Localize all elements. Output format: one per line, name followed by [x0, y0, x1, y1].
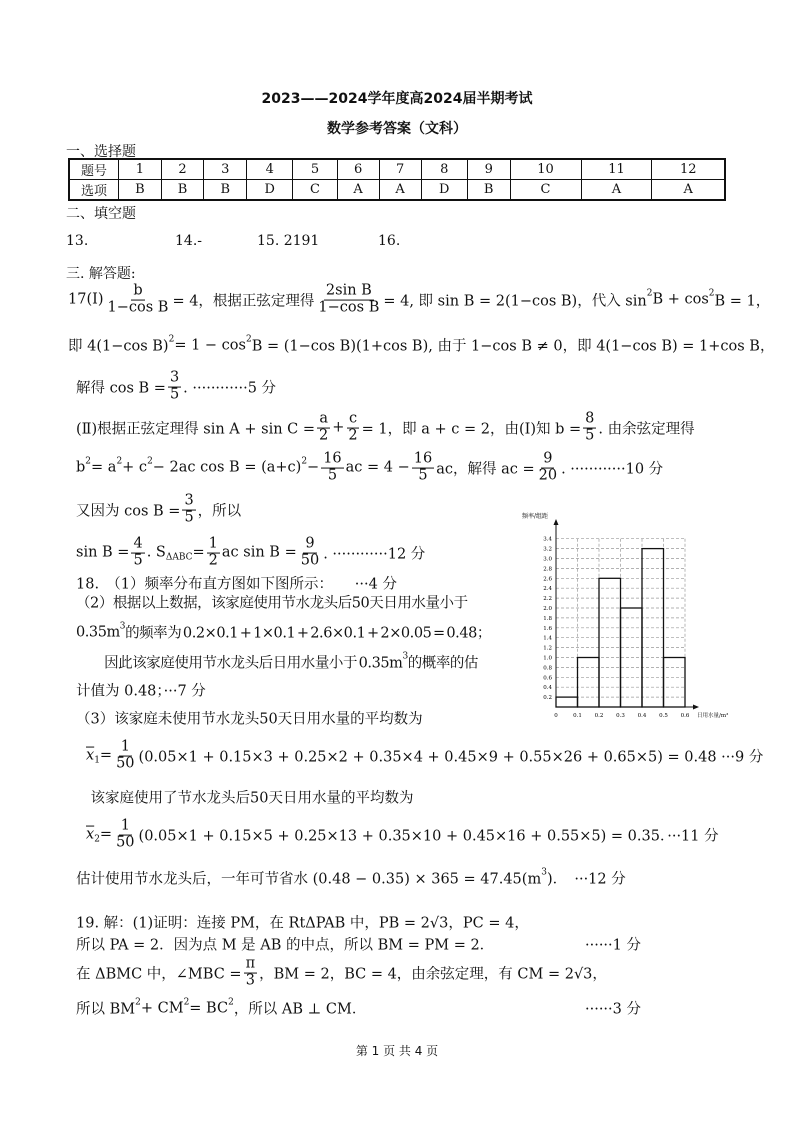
text: )． ···12 分	[546, 871, 626, 888]
solution-line	[76, 592, 468, 613]
superscript: 2	[135, 997, 141, 1007]
solution-line	[76, 868, 626, 889]
y-tick-label: 0.2	[543, 695, 552, 702]
row-label: 选项	[69, 180, 119, 201]
text: − 2ac cos B = (a+c)	[152, 460, 302, 476]
table-row	[69, 159, 725, 180]
frequency-histogram	[520, 510, 750, 725]
section-solution-heading: 三. 解答题:	[66, 266, 136, 282]
answer-choice: B	[467, 180, 510, 201]
numerator: 4	[133, 535, 143, 552]
fraction	[182, 494, 195, 527]
y-tick-label: 2.0	[543, 606, 552, 612]
fraction	[583, 412, 596, 445]
text: +	[332, 420, 345, 436]
numerator: 8	[585, 410, 595, 427]
subscript: 2	[94, 835, 100, 845]
solution-line	[76, 957, 607, 990]
histogram-bar	[556, 697, 578, 707]
y-axis-arrow-icon	[554, 519, 559, 525]
text: ，BM = 2，BC = 4，由余弦定理，有 CM = 2√3，	[259, 966, 607, 983]
text: （3）该家庭未使用节水龙头50天日用水量的平均数为	[76, 711, 423, 728]
superscript: 3	[402, 651, 408, 661]
y-tick-label: 1.0	[543, 655, 552, 662]
fraction	[346, 412, 359, 445]
text: ······3 分	[585, 1001, 641, 1018]
superscript: 2	[183, 997, 190, 1007]
text: . S	[146, 545, 166, 561]
histogram-bar	[578, 658, 600, 708]
y-tick-label: 1.4	[543, 635, 552, 642]
numerator: π	[245, 955, 256, 972]
fraction	[131, 537, 144, 570]
solution-line	[68, 335, 774, 356]
x-tick-label: 0.4	[637, 713, 647, 719]
solution-line	[76, 452, 663, 485]
solution-line	[76, 412, 695, 445]
text: 的频率为 0.2×0.1 + 1×0.1 + 2.6×0.1 + 2×0.05 = 0.48；	[125, 625, 491, 642]
question-number: 1	[119, 159, 162, 180]
superscript: 2	[228, 997, 234, 1007]
y-tick-label: 3.4	[543, 536, 552, 543]
y-tick-label: 3.2	[543, 546, 552, 553]
text: ac = 4 −	[345, 460, 410, 476]
denominator: 50	[300, 552, 320, 569]
text: (0.05×1 + 0.15×3 + 0.25×2 + 0.35×4 + 0.45×9 + 0.55×26 + 0.65×5) = 0.48 ···9 分	[138, 749, 764, 766]
fraction	[537, 452, 559, 485]
y-tick-label: 1.8	[543, 615, 552, 622]
text: 所以 PA = 2．因为点 M 是 AB 的中点，所以 BM = PM = 2．	[76, 937, 495, 954]
denominator: 5	[184, 509, 194, 526]
y-tick-label: 2.2	[543, 596, 552, 603]
superscript: 2	[301, 457, 308, 467]
text: B + cos	[652, 292, 709, 308]
text: . ············10 分	[561, 461, 664, 478]
x-axis-label: 日用水量/m³	[697, 713, 729, 719]
text: . ············5 分	[183, 380, 277, 397]
solution-line	[585, 998, 641, 1019]
superscript: 2	[646, 289, 653, 299]
y-tick-label: 2.8	[543, 566, 552, 573]
x-tick-label: 0	[554, 713, 558, 719]
superscript: 3	[541, 867, 547, 877]
text: 所以 BM	[76, 1001, 136, 1018]
numerator: 16	[323, 450, 342, 467]
numerator: a	[319, 410, 328, 427]
question-number: 8	[421, 159, 467, 180]
x-tick-label: 0.2	[594, 713, 604, 719]
x-tick-label: 0.1	[573, 713, 582, 719]
denominator: 50	[116, 834, 135, 851]
text: 该家庭使用了节水龙头后50天日用水量的平均数为	[76, 790, 414, 807]
numerator: 1	[208, 535, 218, 552]
numerator: b	[133, 282, 143, 299]
denominator: 5	[133, 552, 143, 569]
fraction	[412, 452, 434, 485]
text: sin B =	[76, 545, 130, 561]
fraction	[299, 537, 321, 570]
answer-choice: A	[581, 180, 652, 201]
text: 在 ΔBMC 中，∠MBC =	[76, 966, 242, 983]
numerator: c	[348, 410, 358, 427]
y-tick-label: 0.6	[543, 675, 552, 682]
answer-choice: C	[510, 180, 581, 201]
solution-line	[76, 537, 425, 570]
denominator: 20	[538, 467, 558, 484]
row-label: 题号	[69, 159, 119, 180]
x-tick-label: 0.3	[616, 713, 625, 719]
superscript: 2	[245, 334, 252, 344]
denominator: 2	[208, 552, 218, 569]
question-number: 7	[379, 159, 421, 180]
text: ······1 分	[585, 937, 641, 954]
text: 19. 解：(1)证明：连接 PM，在 RtΔPAB 中，PB = 2√3，PC = 4，	[76, 915, 529, 932]
solution-line	[76, 494, 241, 527]
text: b	[76, 460, 86, 476]
y-tick-label: 1.2	[543, 645, 552, 652]
answer-choice: A	[652, 180, 725, 201]
solution-line	[76, 371, 276, 404]
text: . 由余弦定理得	[598, 421, 695, 438]
fraction	[114, 819, 136, 852]
text: + CM	[140, 1000, 184, 1016]
answer-choice: A	[337, 180, 379, 201]
superscript: 3	[119, 621, 126, 631]
text: ，所以	[197, 503, 242, 520]
text: （2）根据以上数据，该家庭使用节水龙头后50天日用水量小于	[76, 595, 468, 612]
fraction	[207, 537, 220, 570]
fill-answer-16: 16.	[378, 233, 401, 249]
question-number: 9	[467, 159, 510, 180]
answer-choice: B	[119, 180, 162, 201]
answer-choice: B	[161, 180, 204, 201]
question-number: 2	[161, 159, 204, 180]
text: 解得 cos B =	[76, 380, 166, 397]
answer-choice: D	[421, 180, 467, 201]
section-choice-heading: 一、选择题	[66, 144, 136, 160]
question-number: 4	[247, 159, 293, 180]
question-number: 3	[204, 159, 247, 180]
text: = 4，根据正弦定理得	[172, 293, 315, 310]
text: = 1 − cos	[174, 337, 246, 353]
superscript: 2	[85, 457, 92, 467]
table-row	[69, 180, 725, 201]
text: (Ⅱ)根据正弦定理得 sin A + sin C =	[76, 421, 316, 438]
y-tick-label: 3.0	[543, 556, 552, 563]
answer-choice: B	[204, 180, 247, 201]
subscript: ΔABC	[165, 553, 193, 563]
solution-line	[68, 284, 770, 317]
text: =	[192, 545, 205, 561]
question-number: 12	[652, 159, 725, 180]
y-tick-label: 0.4	[543, 685, 552, 692]
y-tick-label: 1.6	[543, 625, 552, 632]
solution-line	[76, 934, 494, 955]
solution-line	[76, 708, 423, 729]
mean-symbol: $\overline{x}$	[86, 748, 95, 764]
numerator: 16	[413, 450, 433, 467]
text: ，所以 AB ⊥ CM．	[233, 1001, 367, 1018]
section-fill-heading: 二、填空题	[66, 206, 136, 222]
x-axis-arrow-icon	[693, 705, 699, 710]
text: 又因为 cos B =	[76, 503, 181, 520]
text: 0.35m	[76, 624, 120, 640]
y-tick-label: 0.8	[543, 665, 552, 672]
numerator: 3	[184, 492, 194, 509]
text: = 1，即 a + c = 2，由(Ⅰ)知 b =	[361, 421, 582, 438]
text: 17(Ⅰ)	[68, 292, 104, 308]
mean-symbol: $\overline{x}$	[86, 827, 95, 843]
superscript: 2	[116, 457, 123, 467]
solution-line	[76, 573, 397, 594]
subscript: 1	[94, 756, 100, 766]
fraction	[168, 371, 181, 404]
denominator: 5	[327, 467, 338, 484]
solution-line	[585, 934, 641, 955]
text: 计值为 0.48；···7 分	[76, 683, 206, 700]
text: ac sin B =	[221, 545, 297, 561]
histogram-bar	[664, 658, 686, 708]
superscript: 2	[147, 457, 153, 467]
solution-line	[76, 787, 413, 808]
text: 的概率的估	[407, 655, 478, 672]
numerator: 9	[305, 535, 315, 552]
numerator: 1	[120, 738, 130, 755]
denominator: 1−cos B	[107, 299, 169, 316]
numerator: 2sin B	[325, 282, 372, 299]
fraction	[244, 957, 258, 990]
superscript: 2	[708, 289, 715, 299]
denominator: 5	[169, 386, 180, 403]
text: B = (1−cos B)(1+cos B), 由于 1−cos B ≠ 0，即 4(1−cos B) = 1+cos B，	[251, 338, 775, 355]
fill-answer-13: 13.	[66, 233, 89, 249]
question-number: 6	[337, 159, 379, 180]
text: B = 1，	[714, 293, 771, 310]
answer-choice: D	[247, 180, 293, 201]
document-subtitle: 数学参考答案（文科）	[327, 121, 467, 137]
numerator: 1	[120, 817, 130, 834]
y-axis-label: 频率/组距	[522, 513, 549, 520]
question-number: 11	[581, 159, 652, 180]
fill-answer-15: 15. 2191	[257, 233, 320, 249]
x-tick-label: 0.5	[659, 713, 668, 719]
fill-answer-14: 14.-	[175, 233, 202, 249]
text: = 4, 即 sin B = 2(1−cos B)，代入 sin	[383, 293, 647, 310]
x-tick-label: 0.6	[680, 713, 690, 719]
text: (0.05×1 + 0.15×5 + 0.25×13 + 0.35×10 + 0.45×16 + 0.55×5) = 0.35．···11 分	[138, 828, 719, 845]
text: 因此该家庭使用节水龙头后日用水量小于 0.35m	[76, 655, 403, 672]
document-title: 2023——2024学年度高2024届半期考试	[261, 91, 533, 107]
denominator: 3	[245, 972, 255, 989]
solution-line	[86, 740, 763, 773]
text: ac，解得 ac =	[436, 461, 535, 478]
solution-line	[86, 819, 719, 852]
denominator: 5	[418, 467, 428, 484]
page-footer: 第 1 页 共 4 页	[355, 1044, 439, 1058]
solution-line	[76, 680, 206, 701]
text: 即 4(1−cos B)	[68, 338, 169, 355]
text: = BC	[189, 1000, 229, 1016]
solution-line	[76, 912, 529, 933]
answer-table	[68, 158, 726, 201]
question-number: 5	[293, 159, 337, 180]
text: 估计使用节水龙头后，一年可节省水 (0.48 − 0.35) × 365 = 47.45(m	[76, 871, 542, 888]
superscript: 2	[168, 334, 175, 344]
denominator: 50	[116, 755, 135, 772]
fraction	[106, 284, 171, 317]
denominator: 5	[585, 427, 595, 444]
numerator: 9	[543, 450, 553, 467]
y-tick-label: 2.6	[543, 576, 552, 583]
fraction	[317, 412, 330, 445]
solution-line	[76, 652, 478, 673]
answer-choice: A	[379, 180, 421, 201]
fraction	[316, 284, 381, 317]
text: 18. （1）频率分布直方图如下图所示： ···4 分	[76, 576, 397, 593]
numerator: 3	[169, 369, 180, 386]
fraction	[114, 740, 136, 773]
question-number: 10	[510, 159, 581, 180]
y-tick-label: 2.4	[543, 586, 552, 593]
solution-line	[76, 622, 491, 643]
solution-line	[76, 998, 366, 1019]
denominator: 1−cos B	[318, 299, 380, 316]
text: = a	[91, 460, 117, 476]
text: =	[99, 748, 113, 764]
text: =	[99, 827, 113, 843]
denominator: 2	[319, 427, 329, 444]
fraction	[321, 452, 343, 485]
text: . ············12 分	[323, 546, 426, 563]
text: −	[307, 460, 320, 476]
denominator: 2	[348, 427, 358, 444]
histogram-bar	[599, 578, 621, 707]
text: + c	[122, 460, 148, 476]
answer-choice: C	[293, 180, 337, 201]
